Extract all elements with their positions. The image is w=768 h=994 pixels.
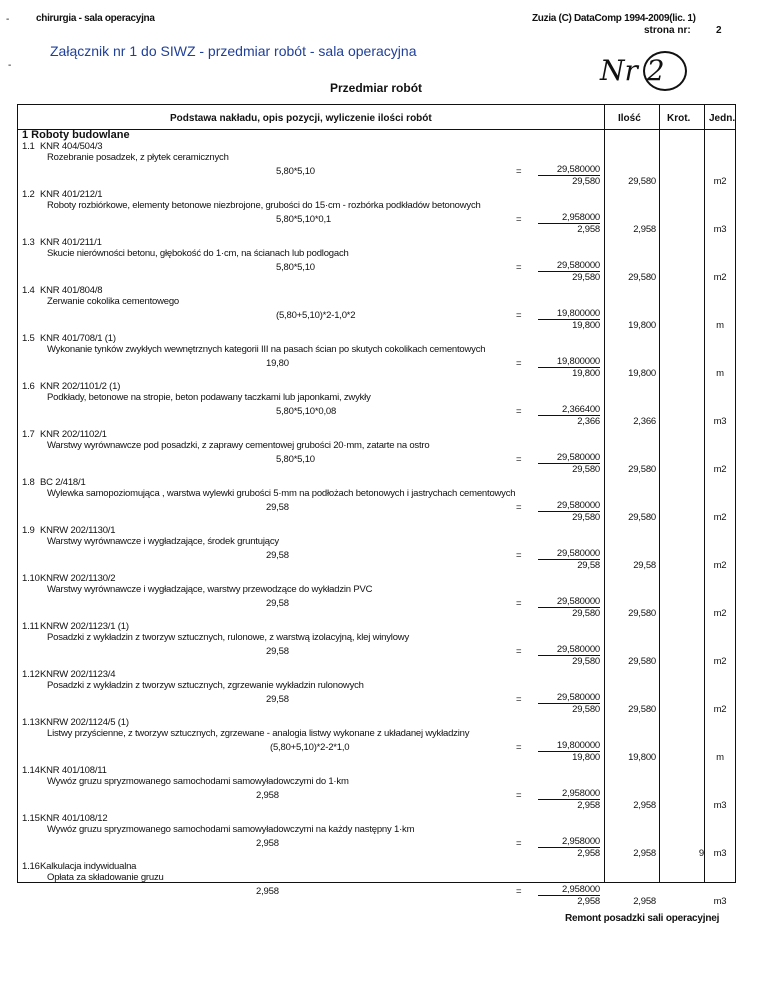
item-unit: m3	[713, 848, 727, 859]
item-value-rounded: 2,366	[577, 416, 600, 427]
item-description: Wykonanie tynków zwykłych wewnętrznych kategorii III na pasach ścian po skutych cokolikach cementowych	[47, 344, 486, 355]
item-number: 1.11	[22, 621, 39, 632]
item-formula: 5,80*5,10	[276, 454, 315, 465]
footer-note: Remont posadzki sali operacyjnej	[565, 913, 720, 924]
item-value-rounded: 19,800	[572, 368, 600, 379]
item-value-full: 2,958000	[538, 788, 600, 800]
item-code: KNR 202/1101/2 (1)	[40, 381, 121, 392]
item-equals: =	[516, 742, 522, 753]
item-description: Warstwy wyrównawcze i wygładzające, warstwy przewodzące do wykładzin PVC	[47, 584, 373, 595]
item-quantity: 29,580	[628, 512, 656, 523]
item-description: Skucie nierówności betonu, głębokość do 1·cm, na ścianach lub podlogach	[47, 248, 349, 259]
item-description: Wywóz gruzu spryzmowanego samochodami samowyładowczymi do 1·km	[47, 776, 349, 787]
item-number: 1.12	[22, 669, 40, 680]
item-value-full: 29,580000	[538, 644, 600, 656]
header-krot: Krot.	[667, 113, 691, 124]
row-separator	[18, 332, 604, 333]
item-equals: =	[516, 694, 522, 705]
item-value-full: 2,958000	[538, 836, 600, 848]
item-number: 1.8	[22, 477, 35, 488]
item-value-rounded: 2,958	[577, 224, 600, 235]
item-code: KNRW 202/1123/4	[40, 669, 116, 680]
item-value-rounded: 19,800	[572, 752, 600, 763]
item-number: 1.15	[22, 813, 40, 824]
col-divider	[704, 105, 705, 882]
header-unit: Jedn.	[709, 113, 736, 124]
item-quantity: 29,58	[633, 560, 656, 571]
page-title: Przedmiar robót	[330, 81, 423, 95]
item-value-full: 29,580000	[538, 548, 600, 560]
col-divider	[604, 105, 605, 882]
header-right: Zuzia (C) DataComp 1994-2009(lic. 1)	[532, 13, 696, 24]
item-unit: m3	[713, 800, 727, 811]
item-value-full: 29,580000	[538, 164, 600, 176]
item-formula: 29,58	[266, 550, 289, 561]
item-formula: 29,58	[266, 646, 289, 657]
item-code: KNRW 202/1130/1	[40, 525, 116, 536]
item-formula: 19,80	[266, 358, 289, 369]
row-separator	[18, 476, 604, 477]
row-separator	[18, 284, 604, 285]
item-code: KNR 401/108/11	[40, 765, 107, 776]
item-equals: =	[516, 886, 522, 897]
item-value-full: 19,800000	[538, 356, 600, 368]
item-quantity: 2,958	[633, 848, 656, 859]
item-value-rounded: 2,958	[577, 800, 600, 811]
item-unit: m2	[713, 656, 727, 667]
row-separator	[18, 524, 604, 525]
item-value-full: 2,958000	[538, 884, 600, 896]
item-equals: =	[516, 598, 522, 609]
row-separator	[18, 716, 604, 717]
row-separator	[18, 812, 604, 813]
item-code: KNR 202/1102/1	[40, 429, 107, 440]
item-value-full: 29,580000	[538, 692, 600, 704]
item-unit: m	[716, 368, 724, 379]
item-value-rounded: 29,580	[572, 704, 600, 715]
item-value-full: 29,580000	[538, 596, 600, 608]
item-formula: 29,58	[266, 694, 289, 705]
item-formula: 5,80*5,10	[276, 262, 315, 273]
item-description: Posadzki z wykładzin z tworzyw sztucznych, rulonowe, z warstwą izolacyjną, klej winylowy	[47, 632, 410, 643]
item-number: 1.16	[22, 861, 40, 872]
header-left: chirurgia - sala operacyjna	[36, 13, 155, 24]
item-number: 1.5	[22, 333, 35, 344]
item-equals: =	[516, 646, 522, 657]
item-value-full: 19,800000	[538, 740, 600, 752]
item-formula: 2,958	[256, 790, 279, 801]
attachment-title: Załącznik nr 1 do SIWZ - przedmiar robót - sala operacyjna	[50, 43, 417, 59]
item-unit: m3	[713, 896, 727, 907]
margin-mark: -	[6, 14, 10, 25]
item-quantity: 19,800	[628, 368, 656, 379]
handwritten-circle	[643, 51, 687, 91]
item-value-rounded: 29,580	[572, 272, 600, 283]
item-code: Kalkulacja indywidualna	[40, 861, 137, 872]
item-number: 1.14	[22, 765, 40, 776]
item-description: Warstwy wyrównawcze i wygładzające, środek gruntujący	[47, 536, 279, 547]
item-unit: m2	[713, 464, 727, 475]
item-equals: =	[516, 358, 522, 369]
col-divider	[659, 105, 660, 882]
item-equals: =	[516, 310, 522, 321]
item-number: 1.1	[22, 141, 35, 152]
item-unit: m	[716, 752, 724, 763]
item-equals: =	[516, 838, 522, 849]
item-value-rounded: 2,958	[577, 848, 600, 859]
item-unit: m2	[713, 560, 727, 571]
item-number: 1.2	[22, 189, 35, 200]
page-label: strona nr:	[644, 25, 691, 36]
item-equals: =	[516, 166, 522, 177]
item-code: BC 2/418/1	[40, 477, 86, 488]
item-equals: =	[516, 454, 522, 465]
item-quantity: 2,958	[633, 224, 656, 235]
row-separator	[18, 620, 604, 621]
item-formula: 29,58	[266, 598, 289, 609]
item-number: 1.4	[22, 285, 35, 296]
item-number: 1.7	[22, 429, 35, 440]
item-number: 1.9	[22, 525, 35, 536]
item-number: 1.6	[22, 381, 35, 392]
row-separator	[18, 764, 604, 765]
margin-mark: -	[8, 60, 12, 71]
item-value-rounded: 29,580	[572, 512, 600, 523]
item-number: 1.3	[22, 237, 35, 248]
item-equals: =	[516, 406, 522, 417]
page-number: 2	[716, 25, 722, 36]
item-description: Wywóz gruzu spryzmowanego samochodami samowyładowczymi na każdy następny 1·km	[47, 824, 415, 835]
item-formula: 2,958	[256, 838, 279, 849]
item-quantity: 19,800	[628, 320, 656, 331]
row-separator	[18, 380, 604, 381]
item-unit: m3	[713, 416, 727, 427]
item-formula: 5,80*5,10	[276, 166, 315, 177]
item-number: 1.13	[22, 717, 40, 728]
item-formula: 2,958	[256, 886, 279, 897]
section-title: 1 Roboty budowlane	[22, 129, 130, 141]
row-separator	[18, 188, 604, 189]
item-unit: m2	[713, 512, 727, 523]
row-separator	[18, 236, 604, 237]
item-description: Opłata za składowanie gruzu	[47, 872, 164, 883]
item-unit: m	[716, 320, 724, 331]
item-quantity: 2,958	[633, 896, 656, 907]
item-formula: 5,80*5,10*0,08	[276, 406, 337, 417]
item-equals: =	[516, 502, 522, 513]
item-formula: 5,80*5,10*0,1	[276, 214, 331, 225]
item-quantity: 29,580	[628, 704, 656, 715]
item-description: Warstwy wyrównawcze pod posadzki, z zaprawy cementowej grubości 20·mm, zatarte na ostro	[47, 440, 430, 451]
item-formula: (5,80+5,10)*2-1,0*2	[276, 310, 356, 321]
item-description: Wylewka samopoziomująca , warstwa wylewki grubości 5·mm na podłożach betonowych i jastrychach cementowych	[47, 488, 516, 499]
item-equals: =	[516, 214, 522, 225]
item-description: Listwy przyścienne, z tworzyw sztucznych, zgrzewane - analogia listwy wykonane z układanej wykładziny	[47, 728, 470, 739]
item-value-full: 29,580000	[538, 500, 600, 512]
item-equals: =	[516, 262, 522, 273]
item-unit: m3	[713, 224, 727, 235]
item-value-full: 19,800000	[538, 308, 600, 320]
header-qty: Ilość	[618, 113, 641, 124]
item-value-full: 29,580000	[538, 452, 600, 464]
item-code: KNRW 202/1123/1 (1)	[40, 621, 129, 632]
item-equals: =	[516, 790, 522, 801]
row-separator	[18, 428, 604, 429]
item-quantity: 2,958	[633, 800, 656, 811]
item-code: KNR 401/211/1	[40, 237, 102, 248]
item-value-rounded: 29,580	[572, 176, 600, 187]
item-code: KNRW 202/1124/5 (1)	[40, 717, 129, 728]
item-formula: (5,80+5,10)*2-2*1,0	[270, 742, 350, 753]
item-value-rounded: 2,958	[577, 896, 600, 907]
item-quantity: 29,580	[628, 608, 656, 619]
item-quantity: 19,800	[628, 752, 656, 763]
item-unit: m2	[713, 704, 727, 715]
item-unit: m2	[713, 272, 727, 283]
row-separator	[18, 572, 604, 573]
item-quantity: 29,580	[628, 176, 656, 187]
item-equals: =	[516, 550, 522, 561]
item-description: Roboty rozbiórkowe, elementy betonowe niezbrojone, grubości do 15·cm - rozbórka podkładów betonowych	[47, 200, 481, 211]
item-quantity: 2,366	[633, 416, 656, 427]
item-value-rounded: 29,58	[577, 560, 600, 571]
handwritten-number: Nr 2	[600, 54, 665, 87]
item-quantity: 29,580	[628, 272, 656, 283]
item-code: KNR 404/504/3	[40, 141, 103, 152]
item-value-full: 2,366400	[538, 404, 600, 416]
item-code: KNR 401/212/1	[40, 189, 103, 200]
item-description: Posadzki z wykładzin z tworzyw sztucznych, zgrzewanie wykładzin rulonowych	[47, 680, 364, 691]
item-description: Rozebranie posadzek, z płytek ceramicznych	[47, 152, 229, 163]
row-separator	[18, 668, 604, 669]
item-description: Podkłady, betonowe na stropie, beton podawany taczkami lub japonkami, zwykły	[47, 392, 371, 403]
item-code: KNR 401/804/8	[40, 285, 103, 296]
item-description: Zerwanie cokolika cementowego	[47, 296, 180, 307]
item-quantity: 29,580	[628, 464, 656, 475]
item-code: KNR 401/108/12	[40, 813, 108, 824]
item-quantity: 29,580	[628, 656, 656, 667]
item-unit: m2	[713, 608, 727, 619]
item-code: KNR 401/708/1 (1)	[40, 333, 116, 344]
item-value-full: 29,580000	[538, 260, 600, 272]
header-description: Podstawa nakładu, opis pozycji, wyliczenie ilości robót	[170, 113, 432, 124]
item-code: KNRW 202/1130/2	[40, 573, 116, 584]
item-value-full: 2,958000	[538, 212, 600, 224]
row-separator	[18, 860, 604, 861]
cost-table	[17, 104, 736, 907]
item-value-rounded: 29,580	[572, 608, 600, 619]
item-value-rounded: 19,800	[572, 320, 600, 331]
item-multiplier: 9	[698, 848, 704, 859]
item-formula: 29,58	[266, 502, 289, 513]
item-value-rounded: 29,580	[572, 656, 600, 667]
item-value-rounded: 29,580	[572, 464, 600, 475]
item-unit: m2	[713, 176, 727, 187]
item-number: 1.10	[22, 573, 40, 584]
